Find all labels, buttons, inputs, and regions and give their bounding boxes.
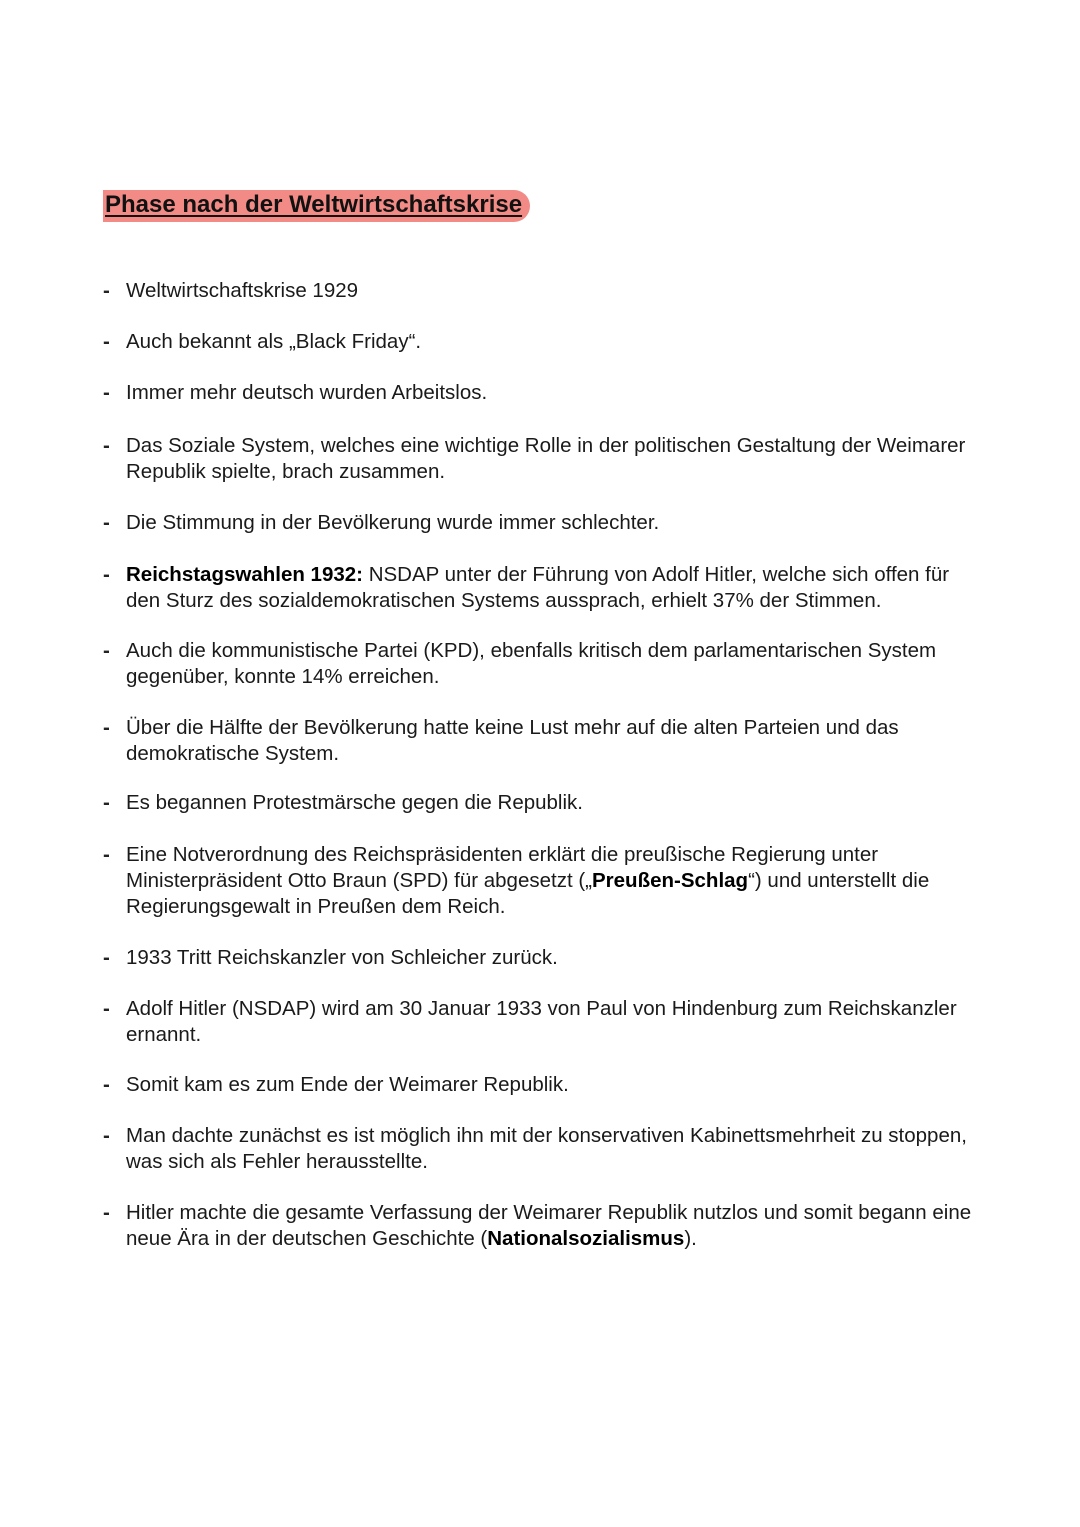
bullet-dash: - — [103, 843, 110, 866]
list-item-text: Weltwirtschaftskrise 1929 — [126, 279, 359, 302]
list-item-text: Auch bekannt als „Black Friday“. — [126, 330, 422, 353]
bullet-dash: - — [103, 1124, 110, 1147]
list-item-text: Auch die kommunistische Partei (KPD), ebenfalls kritisch dem parlamentarischen System gegenüber, konnte 14% erreichen. — [126, 639, 937, 688]
bullet-dash: - — [103, 563, 110, 586]
list-item-text: Die Stimmung in der Bevölkerung wurde immer schlechter. — [126, 511, 660, 534]
bold-term: Nationalsozialismus — [487, 1227, 685, 1250]
bold-term: Reichstagswahlen 1932: — [126, 563, 363, 586]
list-item-text — [126, 562, 981, 614]
list-item-text: Das Soziale System, welches eine wichtige Rolle in der politischen Gestaltung der Weimarer Republik spielte, brach zusammen. — [126, 434, 966, 483]
bullet-dash: - — [103, 639, 110, 662]
list-item-text: Adolf Hitler (NSDAP) wird am 30 Januar 1933 von Paul von Hindenburg zum Reichskanzler ernannt. — [126, 997, 957, 1046]
list-item-text: 1933 Tritt Reichskanzler von Schleicher zurück. — [126, 946, 558, 969]
bullet-dash: - — [103, 434, 110, 457]
bullet-dash: - — [103, 279, 110, 302]
list-item-text-before: Eine Notverordnung des Reichspräsidenten erklärt die preußische Regierung unter Ministerpräsident Otto Braun (SPD) für abgesetzt („ — [126, 843, 879, 892]
list-item-text: Es begannen Protestmärsche gegen die Republik. — [126, 791, 583, 814]
list-item-text: Man dachte zunächst es ist möglich ihn mit der konservativen Kabinettsmehrheit zu stoppen, was sich als Fehler herausstellte. — [126, 1124, 967, 1173]
list-item-text: Über die Hälfte der Bevölkerung hatte keine Lust mehr auf die alten Parteien und das demokratische System. — [126, 716, 899, 765]
bullet-dash: - — [103, 381, 110, 404]
bullet-dash: - — [103, 997, 110, 1020]
bullet-dash: - — [103, 791, 110, 814]
list-item-text-after: ). — [684, 1227, 697, 1250]
list-item-text — [126, 842, 981, 920]
list-item-text: Somit kam es zum Ende der Weimarer Republik. — [126, 1073, 569, 1096]
list-item-text: Immer mehr deutsch wurden Arbeitslos. — [126, 381, 488, 404]
bullet-dash: - — [103, 716, 110, 739]
list-item-text — [126, 1200, 981, 1252]
bullet-dash: - — [103, 511, 110, 534]
section-heading: Phase nach der Weltwirtschaftskrise — [103, 190, 530, 222]
list-item-text-rest: NSDAP unter der Führung von Adolf Hitler, welche sich offen für den Sturz des sozialdemokratischen Systems aussprach, erhielt 37% der Stimmen. — [126, 563, 950, 612]
bullet-dash: - — [103, 330, 110, 353]
bold-term: Preußen-Schlag — [592, 869, 749, 892]
list-item-text-before: Hitler machte die gesamte Verfassung der Weimarer Republik nutzlos und somit begann eine neue Ära in der deutschen Geschichte ( — [126, 1201, 972, 1250]
bullet-dash: - — [103, 1073, 110, 1096]
bullet-dash: - — [103, 946, 110, 969]
list-item-text-after: “) und unterstellt die Regierungsgewalt in Preußen dem Reich. — [126, 869, 930, 918]
bullet-dash: - — [103, 1201, 110, 1224]
